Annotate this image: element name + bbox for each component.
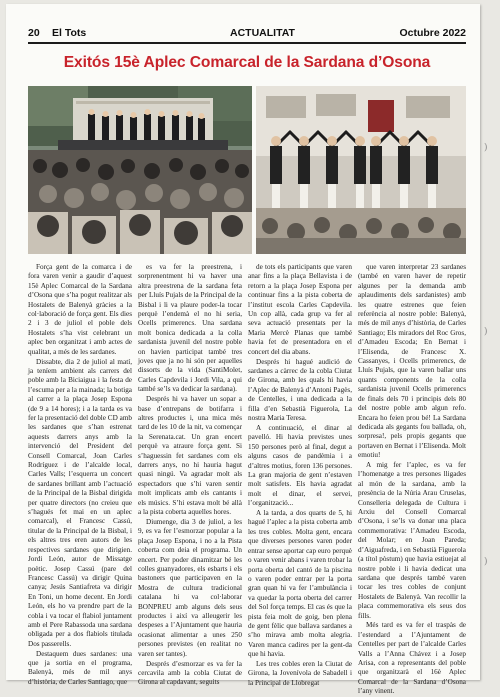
paragraph: es va fer la preestrena, i sorprenentment hi va haver una altra preestrena de la sardana feta per Lluís Pujals de la Principal de la Bisbal i li va plaure poder-la tocar perquè l’endemà el no hi seria, Ocells primerencs. Una sardana molt bonica dedicada a la colla sardanista juvenil del nostre poble on havien participat també tres joves que ja no hi són per aquelles dissorts de la vida (SantiMolet, Carles Capdevila i Jordi Vila, a qui també se’ls va dedicar la sardana).: [138, 263, 242, 394]
newspaper-page: [6, 4, 480, 696]
section-name: ACTUALITAT: [230, 27, 295, 39]
page-header: [28, 26, 466, 42]
paragraph: de tots els participants que varen anar fins a la plaça Bellavista i de retorn a la plaça Josep Espona per continuar fins a la pista coberta de l’institut escola Carles Capdevila. Un cop allà, cada grup va fer al seva actuació presentats per la Maria Mercè Planas que també havia fet de presentadora en el concert del dia abans.: [248, 263, 352, 356]
paragraph: Destaquem dues sardanes: una que ja sortia en el programa, Balenyà, més de mil anys d’història, de Carles Santiago, que: [28, 649, 132, 686]
scan-margin-mark: ): [484, 143, 488, 153]
paragraph: Diumenge, dia 3 de juliol, a les 9, es va fer l’esmorzar popular a la plaça Josep Espona, i no a la Pista coberta com deia el programa. Un encert. Per poder dinamitzar bé les colles guanyadores, els esbarts i els bastoners que participaven en la Mostra de cultura tradicional catalana hi va col·laborar BONPREU amb alguns dels seus productes i així va alleugerir les despeses a l’Ajuntament que hauria ocasionat alimentar a unes 250 persones previstes (en realitat no varen ser tantes).: [138, 517, 242, 658]
photo-dancers: [256, 86, 466, 254]
paragraph: A la tarda, a dos quarts de 5, hi hagué l’aplec a la pista coberta amb les tres cobles. Molta gent, encara que diverses persones varen poder entrar sense aportar cap euro perquè o varen venir abans i varen trobar la porta oberta del cantó de la piscina o varen poder entrar per la porta gran quan hi va fer l’ambulància i va quedar la porta oberta del carrer del Sol força temps. El cas és que la pista feia molt de goig, ben plena de gent fèlic que ballava sardanes a s’ho mirava amb molta alegria. Varen manca cadires per la gent-da que hi havia.: [248, 509, 352, 659]
paragraph: Després hi va haver un sopar a base d’entrepans de botifarra i altres productes i, una mica més tard de les 10 de la nit, va començar la Serenata.cat. Un gran encert perquè va atraure força gent. Si s’haguessin fet sardanes com els darrers anys, no hi hauria hagut quasi ningú. Va agradar molt als espectadors que s’hi varen sentir molt implicats amb els cantants i els músics. S’hi estava molt bé allà a la pista coberta aquelles hores.: [138, 395, 242, 517]
paragraph: Després d’esmorzar es va fer la cercavila amb la cobla Ciutat de Girona al capdavant, seguits: [138, 659, 242, 687]
issue-date: Octubre 2022: [399, 27, 466, 39]
paragraph: Després hi hagué audició de sardanes a càrrec de la cobla Ciutat de Girona, amb les quals hi havia l’Aplec de Balenyà d’Antoni Pagès, de Centelles, i una dedicada a la filla d’en Sebastià Figuerola, La nostra Maria Teresa.: [248, 357, 352, 422]
header-rule: [28, 42, 466, 44]
scan-margin-mark: ): [484, 557, 488, 567]
article-column-4: [358, 263, 466, 697]
paragraph: que varen interpretar 23 sardanes (també en varen haver de repetir algunes per la demanda amb aplaudiments dels sardanistes) amb les quatre estrenes que feien referència al nostre poble: Balenyà, més de mil anys d’història, de Carles Santiago; Els miradors del Roc Gros, d’Amadeu Escoda; En Bernat i l’Elisenda, de Francesc X. Cassanyes, i Ocells primerencs, de Lluís Pujals, que la varen ballar uns quants components de la colla sardanista juvenil Ocells primerencs de finals dels 70 i principis dels 80 del nostre poble amb algun refo. Encara ho feien prou bé! La Sardana dedicada als gegants fou ballada, oh, sorpresa!, pels propis gegants que portaven en Bernat i l’Elisenda. Molt emotiu!: [358, 263, 466, 460]
publication-name: El Tots: [52, 27, 87, 39]
page-number: 20: [28, 27, 40, 39]
paragraph: Força gent de la comarca i de fora varen venir a gaudir d’aquest 15è Aplec Comarcal de la Sardana d’Osona que s’ha pogut realitzar als Hostalets de Balenyà gràcies a la col·laboració de força gent. Els dies 2 i 3 de juliol el poble dels Hostalets s’ha vist celebrant un aplec ben organitzat i amb actes de qualitat, a més de les sardanes.: [28, 263, 132, 356]
article-column-3: [248, 263, 352, 688]
paragraph: Dissabte, dia 2 de juliol al matí, ja teníem ambient als carrers del poble amb la Biciaigua i la festa de l’escuma per a la mainada; la botiga al carrer a la plaça Josep Espona (de 9 a 14 hores); i a la tarda es va fer la presentació del doble CD amb les sardanes que s’han estrenat aquests darrers anys amb la intervenció del President del Consell Comarcal, Joan Carles Rodríguez i de l’alcalde local, Carles Valls; l’esquerra un concert de sardanes brillant amb l’actuació de la Principal de la Bisbal dirigida per quatre directors (no creieu que s’hagués fet mai en un aplec comarcal), el Francesc Cassú, titular de la Principal de la Bisbal, i els altres tres eren autors de les respectives sardanes que dirigien. Jordi León, autor de Missatge poètic. Josep Cassú (pare del Francesc Cassú) va dirigir Quina canya; Jesús Santiafreta va dirigir En Toni, un home decent. En Jordi León, els ho va prendre part de la cobla i va tocar el flabiol juntament amb el Pere Rabassoda una sardana obligada per a dos flabiols titulada Dos passerells.: [28, 357, 132, 648]
photo-concert: [28, 86, 252, 254]
paragraph: A continuació, el dinar al pavelló. Hi havia previstes unes 150 persones però al final, degut a alguns casos de pandèmia i a d’altres motius, foren 136 persones. La gran majoria de gent n’estaven molt satisfets. Els havia agradat molt el dinar, el servei, l’organització...: [248, 423, 352, 508]
article-column-1: [28, 263, 132, 687]
article-column-2: [138, 263, 242, 688]
scan-margin-mark: ): [484, 327, 488, 337]
paragraph: Les tres cobles eren la Ciutat de Girona, la Jovenívola de Sabadell i la Principal de Llobregat: [248, 660, 352, 687]
paragraph: A mig fer l’aplec, es va fer l’homenatge a tres persones lligades al món de la sardana, amb la presència de la Núria Arau Cruselas, Conselleria delegada de Cultura i Arxiu del Consell Comarcal d’Osona, i se’ls va donar una placa commemorativa: l’Amadeu Escoda, del Molar; en Joan Pareda; d’Aiguafreda, i en Sebastià Figuerola (a títol pòstum) que havia estiuejat al nostre poble i li havia dedicat una sardana que després també varen tocar les tres cobles de conjunt Hostalets de Balenyà. Van recollir la placa commemorativa els seus dos fills.: [358, 461, 466, 620]
article-title: Exitós 15è Aplec Comarcal de la Sardana d’Osona: [63, 54, 431, 71]
paragraph: Més tard es va fer el traspàs de l’estendard a l’Ajuntament de Centelles per part de l’alcalde Carles Valls a l’Anna Chávez i a Josep Arisa, con a representants del poble que organitzarà el 16è Aplec Comarcal de la Sardana d’Osona l’any vinent.: [358, 621, 466, 696]
